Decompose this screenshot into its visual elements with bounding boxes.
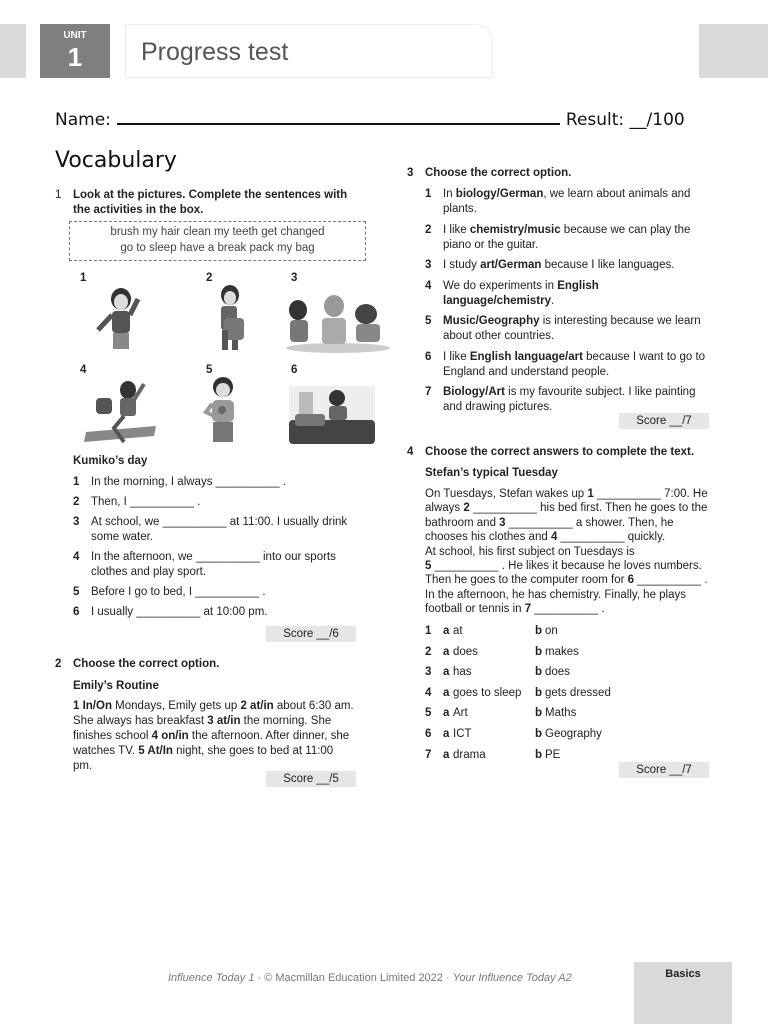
- item-number: 6: [425, 350, 432, 363]
- option-letter: a: [443, 666, 450, 679]
- text: __________ . He likes it because he loves numbers.: [431, 560, 702, 573]
- text: is my favourite subject. I like painting: [504, 386, 696, 398]
- name-field[interactable]: [117, 107, 560, 125]
- picture-have-break: [284, 292, 392, 354]
- item-number: 7: [425, 386, 432, 398]
- text: On Tuesdays, Stefan wakes up: [425, 488, 588, 500]
- question-4: [407, 445, 707, 460]
- level-tab: [634, 962, 732, 1024]
- page-title: Progress test: [141, 38, 289, 66]
- text: __________ a shower. Then, he: [505, 516, 674, 529]
- item-number: 5: [425, 707, 432, 720]
- text: finishes school: [73, 730, 152, 742]
- text: , we learn about animals and: [543, 188, 691, 200]
- option: 2 at/in: [240, 700, 274, 712]
- list-item: [73, 605, 363, 620]
- name-result-row: [55, 107, 700, 131]
- text: .: [551, 294, 555, 307]
- picture-pack-bag: [208, 284, 250, 352]
- option: biology/German: [455, 188, 544, 200]
- question-title: Choose the correct option.: [73, 658, 220, 670]
- text: because I like languages.: [541, 259, 675, 271]
- option: 4 on/in: [151, 730, 189, 742]
- text: and drawing pictures.: [443, 401, 553, 413]
- list-item: [73, 585, 363, 600]
- question-number: 1: [55, 189, 62, 201]
- text: football or tennis in: [425, 603, 525, 616]
- option-letter: b: [535, 748, 543, 761]
- question-title: Look at the pictures. Complete the sentences with: [73, 189, 348, 201]
- item-text-cont: clothes and play sport.: [91, 566, 207, 578]
- option-a[interactable]: ICT: [453, 727, 472, 740]
- option-a[interactable]: goes to sleep: [453, 686, 522, 699]
- text: She always has breakfast: [73, 715, 208, 727]
- gap-number: 7: [524, 603, 532, 616]
- book-title: Influence Today 1: [168, 972, 255, 984]
- item-number: 6: [73, 606, 80, 618]
- list-item: [425, 279, 715, 309]
- q4-paragraph: [425, 487, 720, 617]
- item-number: 5: [425, 315, 432, 327]
- score-box: Score __/7: [619, 413, 709, 429]
- text: because we can play the: [560, 223, 691, 236]
- option-b[interactable]: does: [545, 666, 570, 679]
- list-item: [425, 258, 715, 273]
- text: the afternoon. After dinner, she: [188, 730, 350, 742]
- picture-label: 3: [291, 272, 298, 284]
- unit-number: 1: [67, 42, 83, 72]
- question-title-cont: the activities in the box.: [73, 204, 204, 216]
- q2-paragraph: [73, 699, 363, 774]
- option-letter: b: [535, 727, 543, 740]
- item-text-cont: some water.: [91, 531, 153, 543]
- q4-answer-options: [425, 624, 715, 768]
- list-item: [73, 475, 363, 490]
- q4-subtitle: Stefan’s typical Tuesday: [425, 467, 558, 479]
- item-number: 4: [73, 551, 80, 563]
- gap-number: 4: [550, 531, 558, 544]
- question-1: [55, 188, 355, 218]
- item-text: In the afternoon, we __________ into our sports: [91, 551, 336, 563]
- q3-items: [425, 187, 715, 421]
- item-text: At school, we __________ at 11:00. I usually drink: [91, 516, 348, 528]
- text: plants.: [443, 203, 477, 215]
- text: pm.: [73, 760, 93, 772]
- unit-label: UNIT: [63, 30, 87, 41]
- picture-brush-hair: [88, 285, 146, 351]
- item-number: 3: [425, 259, 432, 271]
- option: chemistry/music: [469, 223, 561, 236]
- text: __________ quickly.: [557, 531, 666, 544]
- question-number: 4: [407, 446, 414, 458]
- option: 1 In/On: [73, 700, 112, 712]
- option: Biology/Art: [443, 386, 505, 398]
- name-label: Name:: [55, 110, 111, 130]
- item-number: 4: [425, 279, 432, 292]
- option-a[interactable]: does: [453, 645, 478, 658]
- option-b[interactable]: on: [545, 625, 558, 637]
- option-letter: b: [535, 686, 543, 699]
- right-edge-tab: [699, 24, 768, 78]
- item-text: Before I go to bed, I __________ .: [91, 586, 266, 598]
- item-number: 5: [73, 586, 80, 598]
- copyright: · © Macmillan Education Limited 2022 ·: [254, 972, 453, 984]
- footer-credit: [168, 971, 572, 986]
- text: watches TV.: [73, 745, 139, 757]
- text: We do experiments in: [443, 279, 558, 292]
- item-number: 2: [425, 645, 432, 658]
- word-box-line: go to sleep have a break pack my bag: [120, 242, 315, 254]
- text: At school, his first subject on Tuesdays is: [425, 545, 635, 558]
- option-b[interactable]: makes: [545, 645, 579, 658]
- option-letter: b: [535, 707, 543, 720]
- item-text: I usually __________ at 10:00 pm.: [91, 606, 268, 618]
- list-item: [425, 350, 715, 380]
- picture-label: 5: [206, 364, 213, 376]
- answer-row: [425, 706, 715, 727]
- item-number: 2: [73, 496, 80, 508]
- text: about 6:30 am.: [273, 700, 354, 712]
- option-b[interactable]: PE: [545, 748, 561, 761]
- item-number: 6: [425, 727, 432, 740]
- word-box-line: brush my hair clean my teeth get changed: [110, 226, 325, 238]
- option-a[interactable]: has: [453, 666, 472, 679]
- option-letter: a: [443, 748, 450, 761]
- option-letter: b: [535, 625, 543, 637]
- option: English language/art: [469, 350, 583, 363]
- text: I like: [443, 350, 470, 363]
- picture-clean-teeth: [200, 376, 248, 444]
- question-number: 3: [407, 167, 414, 179]
- option-letter: b: [535, 645, 543, 658]
- text: __________ his bed first. Then he goes to the: [469, 502, 708, 515]
- item-number: 7: [425, 748, 432, 761]
- option: 3 at/in: [207, 715, 241, 727]
- score-box: Score __/7: [619, 762, 709, 778]
- item-number: 3: [73, 516, 80, 528]
- gap-number: 1: [587, 488, 594, 500]
- option-b[interactable]: Maths: [545, 707, 577, 720]
- gap-number: 5: [425, 560, 432, 573]
- left-edge-tab: [0, 24, 26, 78]
- picture-label: 2: [206, 272, 213, 284]
- answer-row: [425, 624, 715, 645]
- item-number: 4: [425, 686, 432, 699]
- text: __________ 7:00. He: [593, 488, 708, 500]
- text: England and understand people.: [443, 365, 610, 378]
- question-number: 2: [55, 658, 62, 670]
- list-item: [73, 515, 363, 545]
- answer-row: [425, 727, 715, 748]
- option: Music/Geography: [443, 315, 540, 327]
- option-letter: a: [443, 625, 450, 637]
- level-label: Basics: [665, 968, 701, 980]
- word-box: [69, 221, 366, 261]
- text: night, she goes to bed at 11:00: [172, 745, 334, 757]
- picture-go-to-sleep: [289, 386, 375, 444]
- question-title: Choose the correct option.: [425, 167, 572, 179]
- gap-number: 3: [499, 516, 506, 529]
- question-3: [407, 166, 707, 181]
- option-letter: a: [443, 645, 450, 658]
- text: Then he goes to the computer room for: [425, 574, 628, 587]
- text: __________ .: [634, 574, 708, 587]
- option-a[interactable]: Art: [453, 707, 468, 720]
- unit-badge: [40, 24, 110, 78]
- text: because I want to go to: [582, 350, 706, 363]
- list-item: [73, 550, 363, 580]
- option-letter: a: [443, 727, 450, 740]
- text: In the afternoon, he has chemistry. Finally, he plays: [425, 588, 687, 601]
- option: language/chemistry: [443, 294, 552, 307]
- text: I like: [443, 223, 470, 236]
- text: chooses his clothes and: [425, 531, 551, 544]
- book-title: Your Influence Today A2: [452, 972, 572, 984]
- text: always: [425, 502, 464, 515]
- list-item: [425, 385, 715, 415]
- picture-label: 4: [80, 364, 87, 376]
- option-letter: b: [535, 666, 543, 679]
- score-box: Score __/6: [266, 626, 356, 642]
- q1-subtitle: Kumiko’s day: [73, 455, 148, 467]
- option: art/German: [480, 259, 542, 271]
- text: __________ .: [531, 603, 605, 616]
- option: English: [557, 279, 599, 292]
- picture-label: 6: [291, 364, 298, 376]
- question-title: Choose the correct answers to complete the text.: [425, 446, 695, 458]
- text: bathroom and: [425, 516, 500, 529]
- option-b[interactable]: gets dressed: [545, 686, 611, 699]
- item-text: In the morning, I always __________ .: [91, 476, 286, 488]
- list-item: [73, 495, 363, 510]
- option-a[interactable]: at: [453, 625, 463, 637]
- option-letter: a: [443, 707, 450, 720]
- picture-label: 1: [80, 272, 87, 284]
- text: I study: [443, 259, 481, 271]
- gap-number: 6: [627, 574, 635, 587]
- q2-subtitle: Emily’s Routine: [73, 680, 159, 692]
- item-number: 3: [425, 666, 432, 679]
- option-a[interactable]: drama: [453, 748, 486, 761]
- section-title: Vocabulary: [55, 148, 177, 173]
- item-number: 2: [425, 223, 432, 236]
- question-2: [55, 657, 355, 672]
- option-letter: a: [443, 686, 450, 699]
- option: 5 At/In: [138, 745, 173, 757]
- item-text: Then, I __________ .: [91, 496, 201, 508]
- gap-number: 2: [463, 502, 470, 515]
- text: is interesting because we learn: [539, 315, 701, 327]
- result-label: Result: __/100: [565, 110, 685, 130]
- text: piano or the guitar.: [443, 238, 539, 251]
- item-number: 1: [425, 625, 432, 637]
- text: In: [443, 188, 456, 200]
- answer-row: [425, 686, 715, 707]
- text: about other countries.: [443, 330, 555, 342]
- text: Mondays, Emily gets up: [111, 700, 241, 712]
- picture-get-changed: [84, 376, 158, 446]
- answer-row: [425, 665, 715, 686]
- answer-row: [425, 645, 715, 666]
- text: the morning. She: [240, 715, 332, 727]
- score-box: Score __/5: [266, 771, 356, 787]
- option-b[interactable]: Geography: [545, 727, 602, 740]
- item-number: 1: [73, 476, 80, 488]
- list-item: [425, 187, 715, 217]
- list-item: [425, 223, 715, 253]
- q1-items: [73, 475, 363, 625]
- list-item: [425, 314, 715, 344]
- item-number: 1: [425, 188, 432, 200]
- title-box: [125, 24, 493, 78]
